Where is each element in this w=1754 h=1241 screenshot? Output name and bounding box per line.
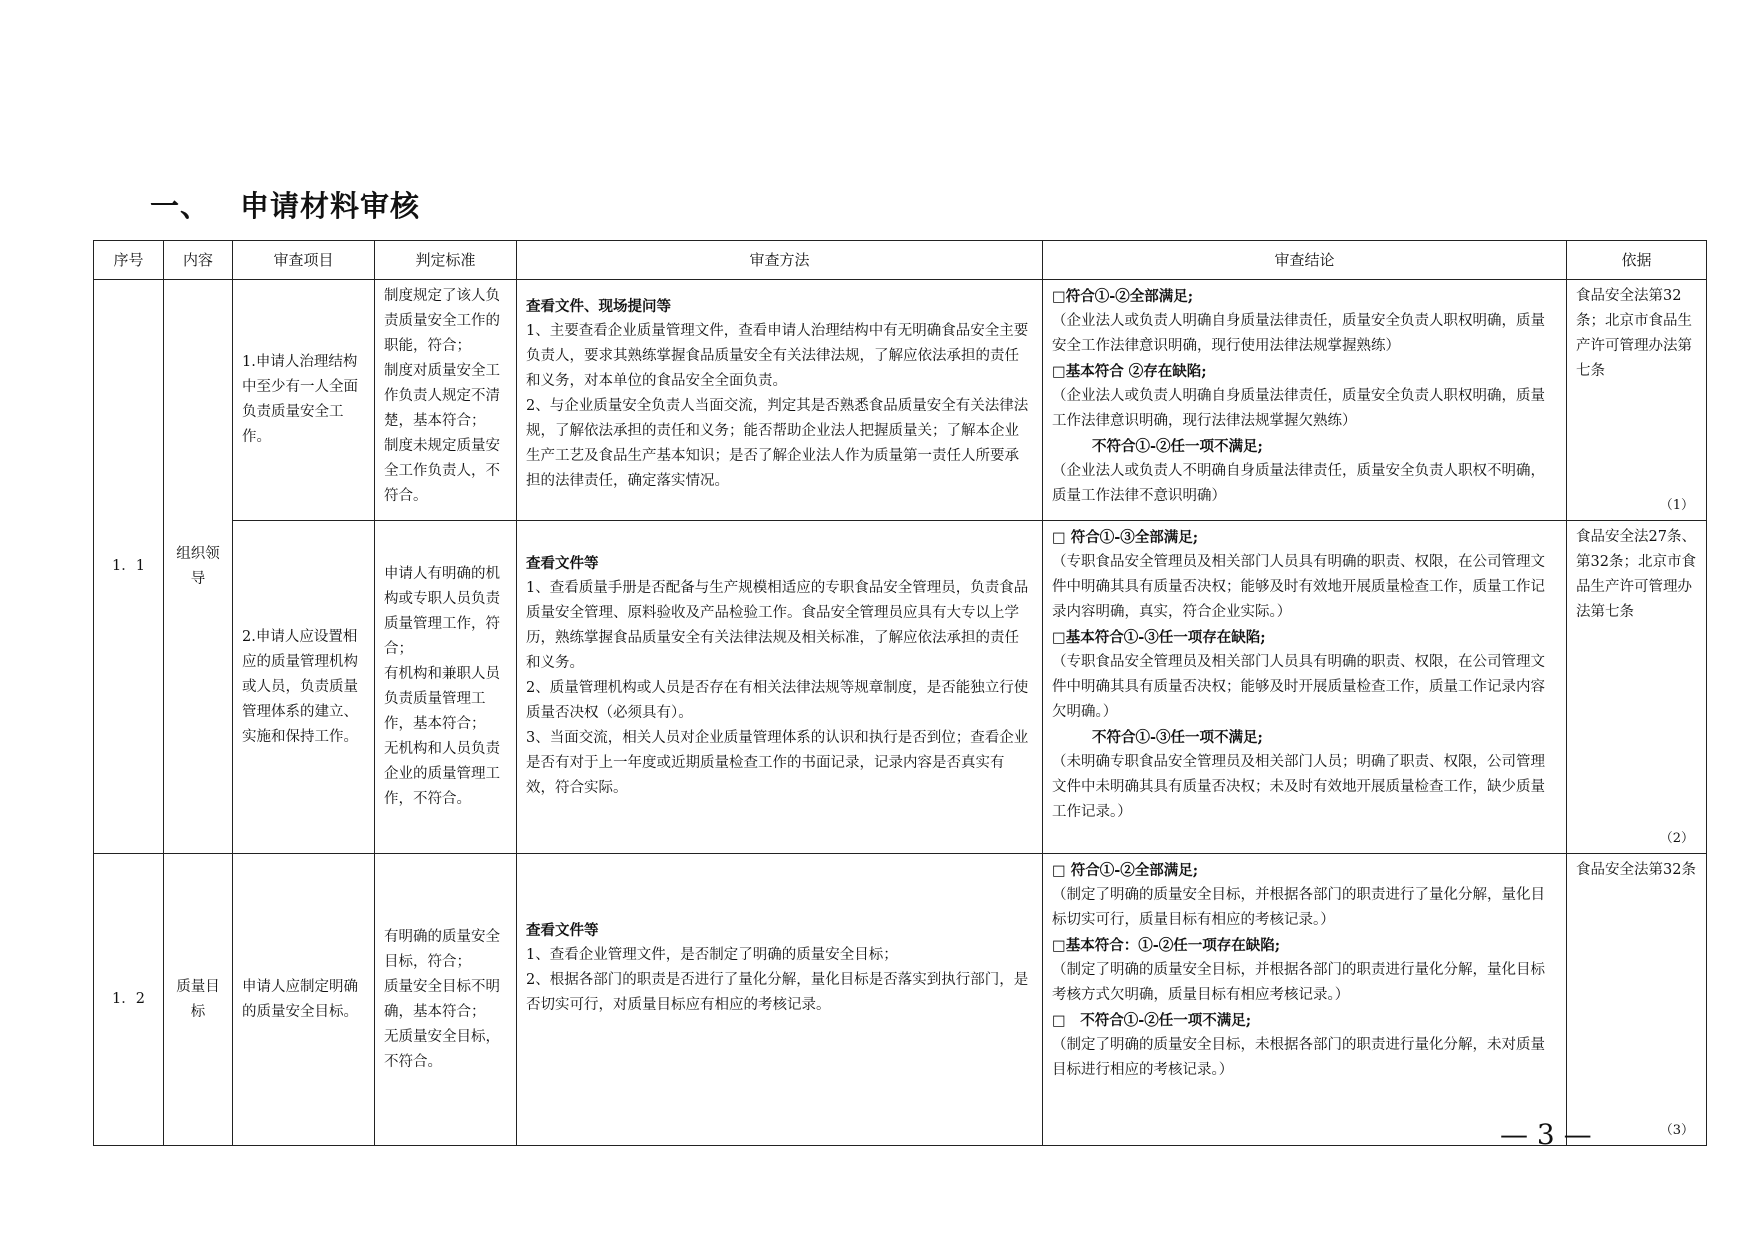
header-conclusion: 审查结论 (1043, 241, 1567, 280)
method-line: 1、查看企业管理文件，是否制定了明确的质量安全目标； (526, 947, 898, 963)
method-title: 查看文件、现场提问等 (526, 298, 671, 315)
method-line: 2、与企业质量安全负责人当面交流，判定其是否熟悉食品质量安全有关法律法规，了解依法承担的责任和义务；能否帮助企业法人把握质量关；了解本企业生产工艺及食品生产基本知识；是否了解企业法人作为质量第一责任人所要承担的法律责任，确定落实情况。 (526, 398, 1029, 489)
heading-number: 一、 (150, 189, 211, 223)
seq-cell: 1．1 (94, 280, 164, 854)
method-cell (517, 521, 1043, 854)
header-method: 审查方法 (517, 241, 1043, 280)
conclusion-detail: （制定了明确的质量安全目标，未根据各部门的职责进行量化分解，未对质量目标进行相应的考核记录。） (1052, 1037, 1545, 1078)
header-content: 内容 (164, 241, 233, 280)
criteria-cell (375, 854, 517, 1146)
conclusion-label: □ 符合①-②全部满足; (1052, 862, 1199, 879)
table-row (94, 854, 1707, 1146)
header-item: 审查项目 (233, 241, 375, 280)
conclusion-label: □符合①-②全部满足; (1052, 288, 1194, 305)
basis-cell (1567, 854, 1707, 1146)
heading-title: 申请材料审核 (240, 189, 421, 223)
conclusion-detail: （企业法人或负责人不明确自身质量法律责任，质量安全负责人职权不明确，质量工作法律不意识明确） (1052, 463, 1545, 504)
conclusion-cell (1043, 854, 1567, 1146)
method-cell (517, 854, 1043, 1146)
content-cell: 质量目标 (164, 854, 233, 1146)
conclusion-detail: （专职食品安全管理员及相关部门人员具有明确的职责、权限，在公司管理文件中明确其具有质量否决权；能够及时有效地开展质量检查工作，质量工作记录内容明确，真实，符合企业实际。） (1052, 554, 1545, 620)
basis-cell (1567, 280, 1707, 521)
conclusion-label: □基本符合：①-②任一项存在缺陷; (1052, 937, 1281, 954)
review-table (93, 240, 1707, 1146)
conclusion-label: □ 符合①-③全部满足; (1052, 529, 1199, 546)
conclusion-detail: （未明确专职食品安全管理员及相关部门人员；明确了职责、权限，公司管理文件中未明确其具有质量否决权；未及时有效地开展质量检查工作，缺少质量工作记录。） (1052, 754, 1545, 820)
conclusion-label: □基本符合①-③任一项存在缺陷; (1052, 629, 1266, 646)
basis-text: 食品安全法第32条；北京市食品生产许可管理办法第七条 (1576, 288, 1692, 379)
criteria-line: 质量安全目标不明确，基本符合； (384, 978, 500, 1020)
reference-number: （1） (1659, 498, 1694, 513)
criteria-cell (375, 521, 517, 854)
conclusion-detail: （企业法人或负责人明确自身质量法律责任，质量安全负责人职权明确，质量工作法律意识明确，现行法律法规掌握欠熟练） (1052, 388, 1545, 429)
header-seq: 序号 (94, 241, 164, 280)
criteria-line: 有明确的质量安全目标，符合； (384, 928, 500, 970)
conclusion-label: 不符合①-②任一项不满足; (1092, 438, 1263, 455)
page-heading (150, 184, 420, 225)
method-line: 2、质量管理机构或人员是否存在有相关法律法规等规章制度，是否能独立行使质量否决权（必须具有）。 (526, 680, 1029, 721)
reference-number: （3） (1659, 1123, 1694, 1138)
header-criteria: 判定标准 (375, 241, 517, 280)
header-basis: 依据 (1567, 241, 1707, 280)
table-header-row (94, 241, 1707, 280)
table-row (94, 280, 1707, 521)
conclusion-cell (1043, 521, 1567, 854)
basis-cell (1567, 521, 1707, 854)
method-cell (517, 280, 1043, 521)
criteria-line: 无机构和人员负责企业的质量管理工作，不符合。 (384, 741, 500, 807)
method-title: 查看文件等 (526, 922, 599, 939)
criteria-line: 有机构和兼职人员负责质量管理工作，基本符合； (384, 666, 500, 732)
basis-text: 食品安全法27条、第32条；北京市食品生产许可管理办法第七条 (1576, 529, 1696, 620)
item-cell: 1.申请人治理结构中至少有一人全面负责质量安全工作。 (233, 280, 375, 521)
conclusion-detail: （专职食品安全管理员及相关部门人员具有明确的职责、权限，在公司管理文件中明确其具有质量否决权；能够及时开展质量检查工作，质量工作记录内容欠明确。） (1052, 654, 1545, 720)
criteria-line: 无质量安全目标，不符合。 (384, 1028, 500, 1070)
conclusion-detail: （制定了明确的质量安全目标，并根据各部门的职责进行量化分解，量化目标考核方式欠明确，质量目标有相应考核记录。） (1052, 962, 1545, 1003)
page-number: — 3 — (1500, 1118, 1592, 1151)
method-title: 查看文件等 (526, 555, 599, 572)
method-line: 1、查看质量手册是否配备与生产规模相适应的专职食品安全管理员，负责食品质量安全管理、原料验收及产品检验工作。食品安全管理员应具有大专以上学历，熟练掌握食品质量安全有关法律法规及相关标准，了解应依法承担的责任和义务。 (526, 580, 1029, 671)
item-cell: 申请人应制定明确的质量安全目标。 (233, 854, 375, 1146)
method-line: 1、主要查看企业质量管理文件，查看申请人治理结构中有无明确食品安全主要负责人，要求其熟练掌握食品质量安全有关法律法规，了解应依法承担的责任和义务，对本单位的食品安全全面负责。 (526, 323, 1029, 389)
content-cell: 组织领导 (164, 280, 233, 854)
table-row (94, 521, 1707, 854)
criteria-line: 制度规定了该人负责质量安全工作的职能，符合； (384, 288, 500, 354)
criteria-line: 申请人有明确的机构或专职人员负责质量管理工作，符合； (384, 566, 500, 657)
criteria-line: 制度对质量安全工作负责人规定不清楚，基本符合； (384, 363, 500, 429)
criteria-line: 制度未规定质量安全工作负责人，不符合。 (384, 438, 500, 504)
conclusion-label: 不符合①-③任一项不满足; (1092, 729, 1263, 746)
conclusion-cell (1043, 280, 1567, 521)
basis-text: 食品安全法第32条 (1576, 862, 1696, 878)
reference-number: （2） (1659, 831, 1694, 846)
criteria-cell (375, 280, 517, 521)
conclusion-detail: （制定了明确的质量安全目标，并根据各部门的职责进行了量化分解，量化目标切实可行，质量目标有相应的考核记录。） (1052, 887, 1545, 928)
seq-cell: 1．2 (94, 854, 164, 1146)
conclusion-label: □基本符合 ②存在缺陷; (1052, 363, 1207, 380)
method-line: 2、根据各部门的职责是否进行了量化分解，量化目标是否落实到执行部门，是否切实可行，对质量目标应有相应的考核记录。 (526, 972, 1029, 1013)
conclusion-label: □ 不符合①-②任一项不满足; (1052, 1012, 1252, 1029)
method-line: 3、当面交流，相关人员对企业质量管理体系的认识和执行是否到位；查看企业是否有对于上一年度或近期质量检查工作的书面记录，记录内容是否真实有效，符合实际。 (526, 730, 1029, 796)
conclusion-detail: （企业法人或负责人明确自身质量法律责任，质量安全负责人职权明确，质量安全工作法律意识明确，现行使用法律法规掌握熟练） (1052, 313, 1545, 354)
item-cell: 2.申请人应设置相应的质量管理机构或人员，负责质量管理体系的建立、实施和保持工作。 (233, 521, 375, 854)
